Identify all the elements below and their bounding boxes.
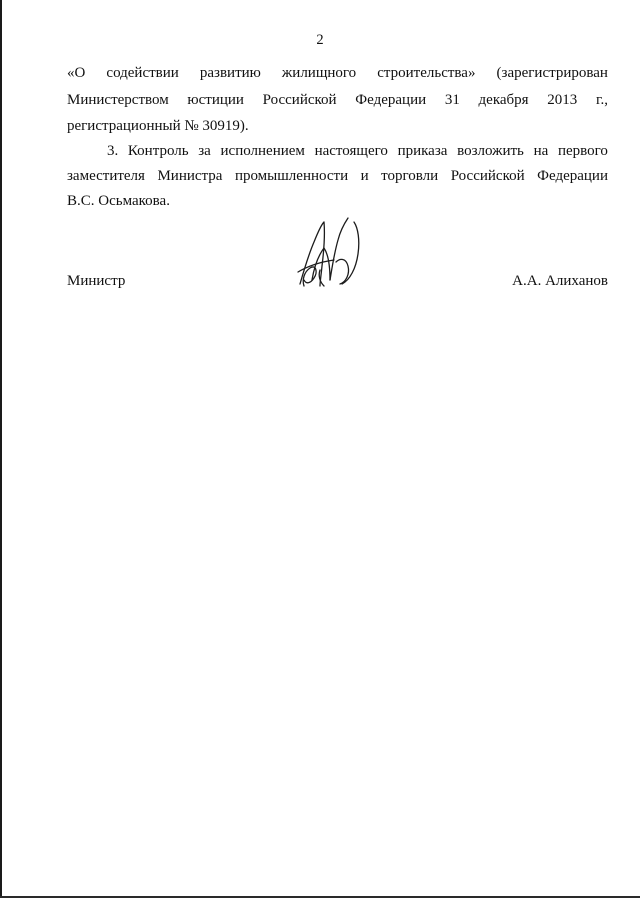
body-line-2	[67, 90, 608, 110]
handwritten-signature	[294, 210, 364, 294]
word: декабря	[478, 92, 529, 108]
word: строительства»	[377, 65, 476, 81]
word: 3.	[107, 143, 119, 159]
word: развитию	[199, 65, 261, 81]
word: заместителя	[67, 168, 145, 184]
word: Министерством	[67, 92, 169, 108]
word: на	[533, 143, 549, 159]
body-line-4	[107, 141, 608, 161]
word: 31	[444, 92, 460, 108]
word: Российской	[450, 168, 525, 184]
word: Министра	[157, 168, 223, 184]
word: торговли	[381, 168, 439, 184]
word: (зарегистрирован	[496, 65, 608, 81]
body-line-5	[67, 166, 608, 186]
body-line-1	[67, 63, 608, 83]
word: промышленности	[234, 168, 349, 184]
body-line-3: регистрационный № 30919).	[67, 118, 249, 134]
page-number: 2	[316, 32, 324, 48]
word: за	[198, 143, 211, 159]
scan-left-edge	[0, 0, 2, 898]
word: Контроль	[127, 143, 189, 159]
word: Федерации	[355, 92, 427, 108]
word: «О	[67, 65, 86, 81]
word: Российской	[262, 92, 337, 108]
word: г.,	[595, 92, 608, 108]
body-line-6: В.С. Осьмакова.	[67, 193, 170, 209]
word: жилищного	[281, 65, 357, 81]
word: настоящего	[314, 143, 388, 159]
word: юстиции	[187, 92, 244, 108]
signatory-title: Министр	[67, 273, 126, 289]
word: содействии	[106, 65, 179, 81]
word: Федерации	[537, 168, 608, 184]
word: возложить	[457, 143, 524, 159]
word: 2013	[547, 92, 578, 108]
word: и	[360, 168, 369, 184]
signatory-name: А.А. Алиханов	[512, 273, 608, 289]
word: первого	[557, 143, 608, 159]
word: исполнением	[220, 143, 305, 159]
word: приказа	[397, 143, 448, 159]
